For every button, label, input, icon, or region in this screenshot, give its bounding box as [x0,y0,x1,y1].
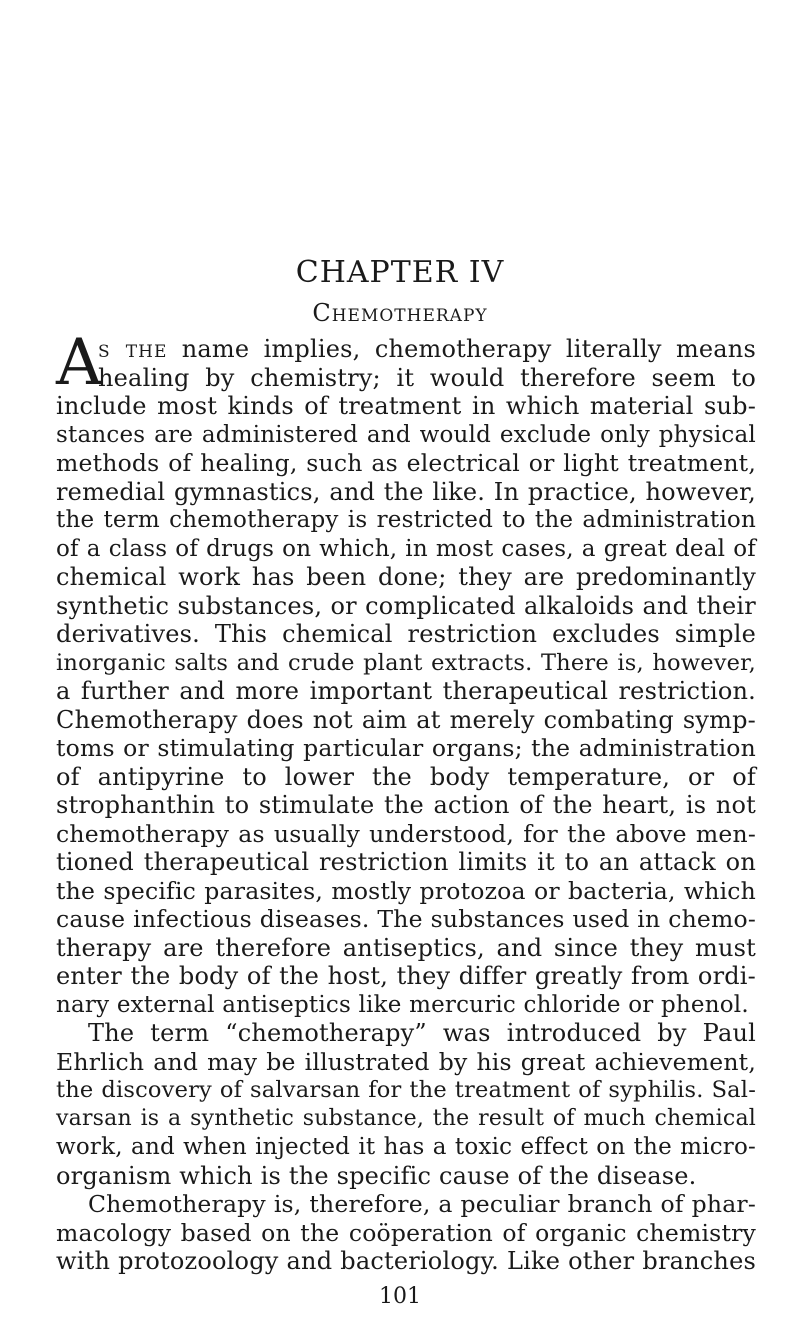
text-line: healing by chemistry; it would therefore seem to [98,363,756,392]
body-text [56,326,756,1276]
text-line: a further and more important therapeutical restriction. [56,677,756,705]
page-number: 101 [379,1284,421,1309]
text-line: strophanthin to stimulate the action of the heart, is not [56,791,756,819]
text-line: stances are administered and would exclude only physical [56,421,756,448]
text-line: therapy are therefore antiseptics, and since they must [56,933,756,962]
text-line: inorganic salts and crude plant extracts. There is, however, [56,649,756,676]
text-line: remedial gymnastics, and the like. In practice, however, [56,477,756,506]
text-line: Chemotherapy does not aim at merely combating symp- [56,705,756,734]
drop-cap: A [56,326,103,400]
text-line: Ehrlich and may be illustrated by his great achievement, [56,1047,756,1076]
text-line: of antipyrine to lower the body temperature, or of [56,762,756,791]
text-line: derivatives. This chemical restriction excludes simple [56,620,756,648]
text-line: tioned therapeutical restriction limits it to an attack on [56,848,756,876]
text-line: toms or stimulating particular organs; the administration [56,734,756,762]
text-line: The term “chemotherapy” was introduced by Paul [88,1019,756,1047]
text-line: s the name implies, chemotherapy literally means [98,335,756,363]
text-line: chemotherapy as usually understood, for the above men- [56,819,756,848]
text-line: enter the body of the host, they differ greatly from ordi- [56,962,756,990]
text-line: with protozoology and bacteriology. Like other branches [56,1247,756,1275]
chapter-number: CHAPTER IV [295,255,505,290]
text-line: the term chemotherapy is restricted to the administration [56,507,756,533]
text-line: methods of healing, such as electrical or light treatment, [56,449,756,477]
text-line: organism which is the specific cause of the disease. [56,1161,697,1190]
text-line: nary external antiseptics like mercuric chloride or phenol. [56,991,749,1018]
opening-small-caps: s the [98,335,168,363]
chapter-title: Chemotherapy [312,299,488,327]
text-line: work, and when injected it has a toxic effect on the micro- [56,1134,756,1160]
text-line: varsan is a synthetic substance, the result of much chemical [56,1105,756,1131]
text-line: of a class of drugs on which, in most cases, a great deal of [56,535,756,562]
text-line: chemical work has been done; they are predominantly [56,563,756,591]
text-line: the discovery of salvarsan for the treatment of syphilis. Sal- [56,1077,756,1103]
text-line: the specific parasites, mostly protozoa or bacteria, which [56,876,756,905]
text-line: synthetic substances, or complicated alkaloids and their [56,591,756,620]
text-line: include most kinds of treatment in which material sub- [56,392,756,420]
text-line: cause infectious diseases. The substances used in chemo- [56,905,756,933]
text-line: Chemotherapy is, therefore, a peculiar branch of phar- [88,1190,756,1218]
text-line: macology based on the coöperation of organic chemistry [56,1218,756,1247]
